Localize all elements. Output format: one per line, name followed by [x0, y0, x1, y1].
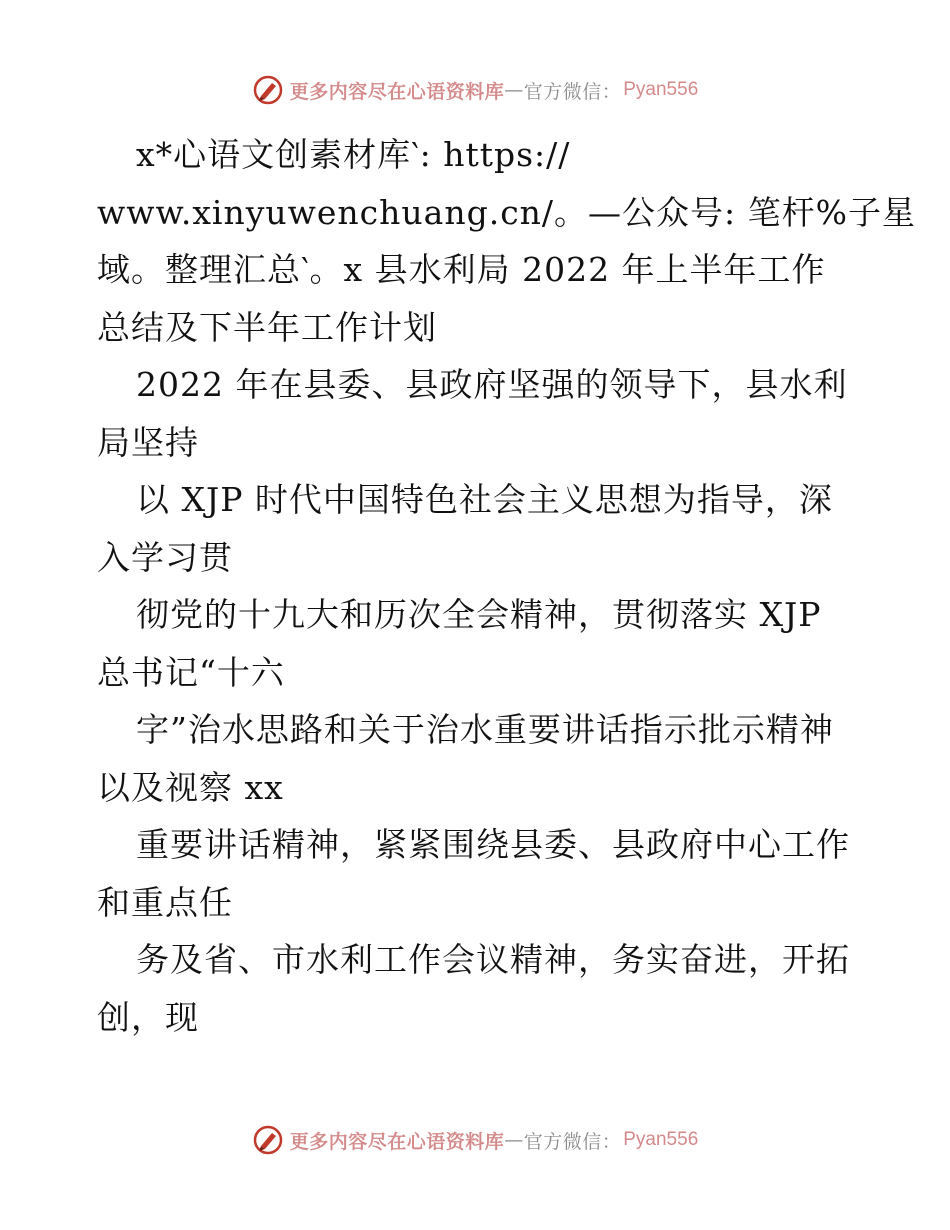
text-line: 局坚持 — [97, 422, 199, 462]
banner-sub-text: 官方微信： — [523, 1130, 622, 1153]
text-line: www.xinyuwenchuang.cn/。—公众号: 笔杆%子星 — [97, 192, 917, 232]
text-line: 和重点任 — [97, 882, 233, 922]
header-banner — [0, 70, 950, 110]
banner-wechat-id: Pyan556 — [623, 1129, 699, 1150]
footer-banner — [0, 1120, 950, 1160]
banner-main-text: 更多内容尽在心语资料库 — [289, 80, 505, 103]
text-line: 入学习贯 — [97, 537, 233, 577]
banner-dash: — — [504, 1129, 524, 1151]
document-body — [97, 126, 917, 1046]
text-line: x*心语文创素材库‵: https:// — [136, 135, 571, 174]
text-line: 总结及下半年工作计划 — [97, 307, 437, 347]
text-line: 2022 年在县委、县政府坚强的领导下，县水利 — [136, 365, 848, 404]
text-line: 务及省、市水利工作会议精神，务实奋进，开拓 — [136, 940, 850, 979]
text-line: 域。整理汇总‵。x 县水利局 2022 年上半年工作 — [97, 250, 826, 289]
text-line: 彻党的十九大和历次全会精神，贯彻落实 XJP — [136, 595, 822, 634]
text-line: 创，现 — [97, 997, 199, 1037]
text-line: 以 XJP 时代中国特色社会主义思想为指导，深 — [136, 480, 833, 519]
banner-sub-text: 官方微信： — [523, 80, 622, 103]
pen-logo-icon — [252, 1124, 284, 1156]
text-line: 字”治水思路和关于治水重要讲话指示批示精神 — [136, 710, 834, 749]
pen-logo-icon — [252, 74, 284, 106]
text-line: 以及视察 xx — [97, 767, 284, 807]
text-line: 总书记“十六 — [97, 652, 285, 692]
banner-main-text: 更多内容尽在心语资料库 — [289, 1130, 505, 1153]
banner-dash: — — [504, 79, 524, 101]
banner-wechat-id: Pyan556 — [623, 79, 699, 100]
text-line: 重要讲话精神，紧紧围绕县委、县政府中心工作 — [136, 825, 850, 864]
